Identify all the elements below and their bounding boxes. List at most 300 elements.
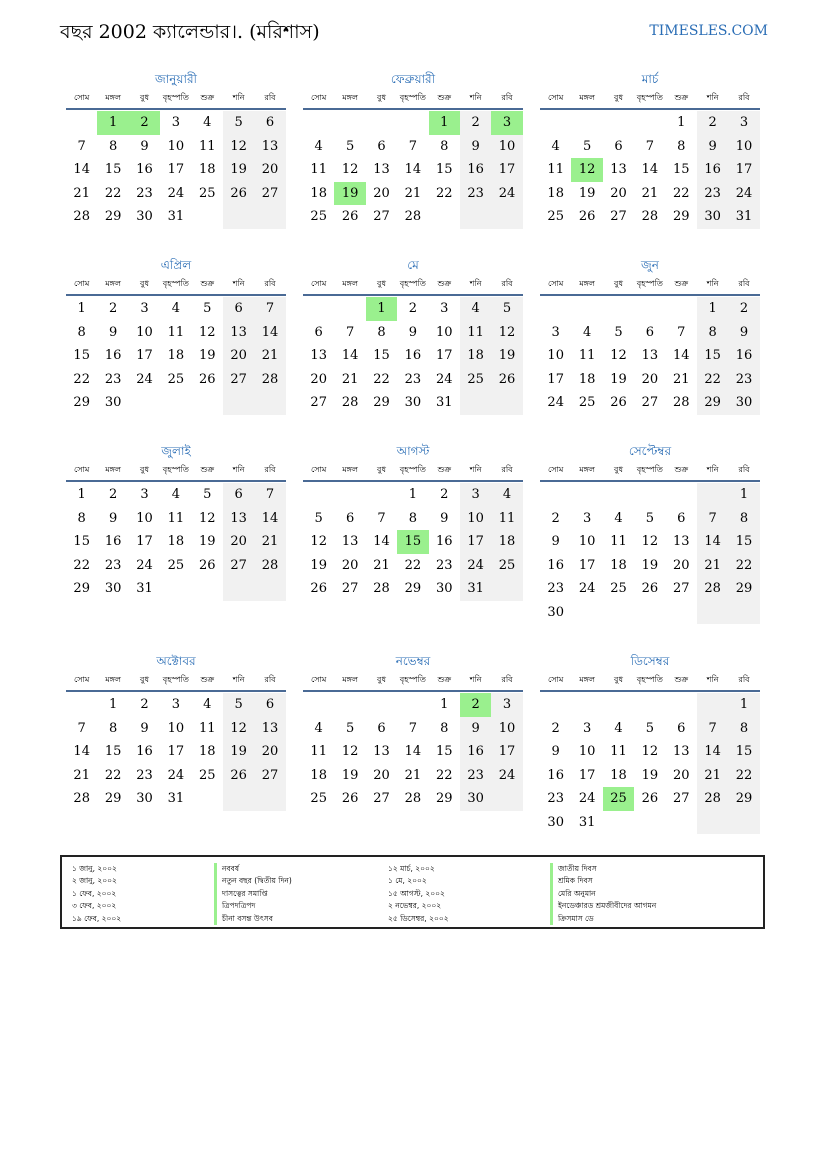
weekday-label: শনি xyxy=(706,674,719,684)
month-block xyxy=(540,256,760,415)
holiday-day-cell: 2 xyxy=(460,693,491,717)
month-name: সেপ্টেম্বর xyxy=(628,444,672,458)
holiday-name: ইনডেঞ্চারড শ্রমজীবীদের আগমন xyxy=(550,900,656,912)
empty-day-cell xyxy=(334,111,365,135)
empty-day-cell xyxy=(571,483,602,507)
week-row xyxy=(66,158,286,182)
weekday-label: সোম xyxy=(548,464,564,474)
day-cell: 20 xyxy=(254,740,285,764)
day-cell: 27 xyxy=(610,209,627,224)
week-row xyxy=(540,764,760,788)
month-name: জুন xyxy=(641,258,659,272)
weekday-header xyxy=(540,670,760,692)
month-name: ডিসেম্বর xyxy=(630,654,670,668)
week-row xyxy=(303,391,523,415)
holiday-dates-right xyxy=(388,863,449,925)
week-row xyxy=(540,554,760,578)
month-block xyxy=(303,256,523,415)
day-cell: 15 xyxy=(728,740,759,764)
day-cell: 25 xyxy=(578,395,596,410)
weekday-label: শুক্র xyxy=(437,464,452,474)
day-cell: 17 xyxy=(578,557,596,573)
day-cell: 13 xyxy=(341,534,359,549)
day-cell: 4 xyxy=(203,697,212,712)
weekday-header xyxy=(303,88,523,110)
week-row xyxy=(540,158,760,182)
holiday-date: ২ জানু, ২০০২ xyxy=(72,876,117,886)
day-cell: 7 xyxy=(645,138,654,154)
day-cell: 21 xyxy=(672,371,690,387)
week-row xyxy=(540,740,760,764)
day-cell: 23 xyxy=(697,182,728,206)
weekday-label: সোম xyxy=(74,464,90,474)
day-cell: 13 xyxy=(672,744,690,759)
weekday-header xyxy=(303,460,523,482)
day-cell: 6 xyxy=(254,111,285,135)
day-cell: 13 xyxy=(641,348,659,363)
month-block xyxy=(540,442,760,624)
day-cell: 15 xyxy=(104,744,122,759)
holiday-date: ১৫ আগস্ট, ২০০২ xyxy=(388,888,445,898)
month-name: জুলাই xyxy=(161,444,191,458)
day-cell: 27 xyxy=(254,182,285,206)
day-cell: 13 xyxy=(223,507,254,531)
month-block xyxy=(66,256,286,415)
day-cell: 29 xyxy=(73,581,90,596)
day-cell: 23 xyxy=(435,557,453,573)
day-cell: 6 xyxy=(314,324,323,340)
holiday-name: নববর্ষ xyxy=(214,863,292,875)
day-cell: 22 xyxy=(435,185,453,201)
week-row xyxy=(66,135,286,159)
day-cell: 27 xyxy=(672,791,690,806)
week-row xyxy=(66,693,286,717)
day-cell: 14 xyxy=(73,162,90,177)
empty-day-cell xyxy=(666,297,697,321)
day-cell: 21 xyxy=(73,767,90,783)
week-row xyxy=(66,344,286,368)
empty-day-cell xyxy=(397,111,428,135)
day-cell: 1 xyxy=(728,483,759,507)
day-cell: 14 xyxy=(73,744,90,759)
day-cell: 17 xyxy=(136,348,153,363)
day-cell: 6 xyxy=(614,138,623,154)
weekday-label: শনি xyxy=(706,464,719,474)
day-cell: 6 xyxy=(254,693,285,717)
weekday-label: শুক্র xyxy=(200,92,215,102)
empty-day-cell xyxy=(571,111,602,135)
day-cell: 19 xyxy=(223,158,254,182)
empty-day-cell xyxy=(491,577,522,601)
day-cell: 10 xyxy=(547,348,564,363)
day-cell: 26 xyxy=(341,791,359,806)
day-cell: 5 xyxy=(203,487,212,502)
weekday-label: শনি xyxy=(469,674,482,684)
day-cell: 23 xyxy=(104,557,122,573)
empty-day-cell xyxy=(303,693,334,717)
empty-day-cell xyxy=(254,577,285,601)
holiday-date: ১২ মার্চ, ২০০২ xyxy=(388,864,435,873)
month-block xyxy=(540,652,760,834)
empty-day-cell xyxy=(303,297,334,321)
day-cell: 10 xyxy=(728,135,759,159)
day-cell: 14 xyxy=(404,744,422,759)
weekday-label: শনি xyxy=(232,92,245,102)
weekday-label: রবি xyxy=(264,464,276,474)
day-cell: 18 xyxy=(198,162,216,177)
day-cell: 10 xyxy=(136,324,153,340)
day-cell: 24 xyxy=(136,371,153,387)
day-cell: 4 xyxy=(491,483,522,507)
day-cell: 30 xyxy=(460,787,491,811)
weekday-label: মঙ্গল xyxy=(579,464,595,474)
day-cell: 28 xyxy=(73,209,90,224)
day-cell: 24 xyxy=(578,581,596,596)
day-cell: 24 xyxy=(435,371,453,387)
day-cell: 27 xyxy=(223,368,254,392)
day-cell: 8 xyxy=(677,138,686,154)
weekday-label: বুধ xyxy=(614,92,623,102)
day-cell: 15 xyxy=(435,162,453,177)
holiday-day-cell: 25 xyxy=(603,787,634,811)
day-cell: 29 xyxy=(435,791,453,806)
weekday-label: সোম xyxy=(311,92,327,102)
day-cell: 9 xyxy=(728,321,759,345)
weekday-header xyxy=(303,670,523,692)
weekday-label: শুক্র xyxy=(674,92,689,102)
day-cell: 13 xyxy=(373,162,390,177)
day-cell: 23 xyxy=(136,767,153,783)
weekday-label: বৃহস্পতি xyxy=(399,674,426,684)
day-cell: 1 xyxy=(408,487,417,502)
week-row xyxy=(66,717,286,741)
weekday-label: সোম xyxy=(311,464,327,474)
weekday-label: মঙ্গল xyxy=(105,278,121,288)
week-row xyxy=(303,554,523,578)
day-cell: 17 xyxy=(491,740,522,764)
day-cell: 16 xyxy=(104,348,122,363)
day-cell: 17 xyxy=(167,162,185,177)
day-cell: 16 xyxy=(697,158,728,182)
weekday-header xyxy=(66,88,286,110)
month-name: আগস্ট xyxy=(396,444,430,458)
weekday-label: রবি xyxy=(738,278,750,288)
day-cell: 15 xyxy=(73,348,90,363)
day-cell: 20 xyxy=(373,185,390,201)
week-row xyxy=(540,391,760,415)
weekday-label: সোম xyxy=(548,278,564,288)
weekday-label: শুক্র xyxy=(437,278,452,288)
weekday-label: বুধ xyxy=(614,278,623,288)
holiday-date: ১ ফেব, ২০০২ xyxy=(72,888,117,898)
day-cell: 4 xyxy=(460,297,491,321)
week-row xyxy=(303,483,523,507)
day-cell: 22 xyxy=(672,185,690,201)
empty-day-cell xyxy=(697,483,728,507)
empty-day-cell xyxy=(666,601,697,625)
day-cell: 7 xyxy=(77,138,86,154)
day-cell: 31 xyxy=(167,791,185,806)
day-cell: 3 xyxy=(140,301,149,316)
day-cell: 10 xyxy=(578,744,596,759)
day-cell: 14 xyxy=(404,162,422,177)
weekday-label: বুধ xyxy=(140,674,149,684)
weekday-label: রবি xyxy=(501,92,513,102)
day-cell: 28 xyxy=(373,581,390,596)
day-cell: 22 xyxy=(728,554,759,578)
holiday-day-cell: 2 xyxy=(129,111,160,135)
site-link[interactable]: TIMESLES.COM xyxy=(649,23,768,39)
day-cell: 8 xyxy=(728,507,759,531)
week-row xyxy=(540,483,760,507)
weekday-label: বুধ xyxy=(377,278,386,288)
day-cell: 5 xyxy=(345,138,355,154)
day-cell: 22 xyxy=(104,767,122,783)
day-cell: 3 xyxy=(551,324,560,340)
day-cell: 12 xyxy=(310,534,327,549)
day-cell: 7 xyxy=(254,297,285,321)
day-cell: 12 xyxy=(341,162,359,177)
week-row xyxy=(303,205,523,229)
day-cell: 11 xyxy=(491,507,522,531)
day-cell: 15 xyxy=(73,534,90,549)
weekday-label: সোম xyxy=(311,278,327,288)
week-row xyxy=(66,205,286,229)
day-cell: 16 xyxy=(460,740,491,764)
day-cell: 27 xyxy=(310,395,327,410)
day-cell: 21 xyxy=(404,767,422,783)
empty-day-cell xyxy=(697,811,728,835)
month-name: মে xyxy=(407,258,419,272)
weekday-label: রবি xyxy=(501,278,513,288)
day-cell: 23 xyxy=(547,791,564,806)
day-cell: 26 xyxy=(578,209,596,224)
day-cell: 27 xyxy=(254,764,285,788)
empty-day-cell xyxy=(223,577,254,601)
day-cell: 12 xyxy=(198,510,216,526)
day-cell: 22 xyxy=(728,764,759,788)
weekday-label: শুক্র xyxy=(200,278,215,288)
holiday-name: জাতীয় দিবস xyxy=(550,863,656,875)
day-cell: 7 xyxy=(345,324,355,340)
day-cell: 5 xyxy=(345,720,355,736)
day-cell: 2 xyxy=(108,487,118,502)
day-cell: 24 xyxy=(578,791,596,806)
day-cell: 10 xyxy=(491,135,522,159)
day-cell: 20 xyxy=(641,371,659,387)
weekday-label: রবি xyxy=(738,92,750,102)
day-cell: 24 xyxy=(547,395,564,410)
day-cell: 8 xyxy=(377,324,386,340)
day-cell: 8 xyxy=(108,138,118,154)
empty-day-cell xyxy=(634,811,665,835)
day-cell: 20 xyxy=(672,557,690,573)
weekday-label: বৃহস্পতি xyxy=(399,278,426,288)
holiday-date: ৩ ফেব, ২০০২ xyxy=(72,901,117,911)
day-cell: 6 xyxy=(223,483,254,507)
day-cell: 5 xyxy=(223,111,254,135)
week-row xyxy=(303,344,523,368)
weekday-label: সোম xyxy=(311,674,327,684)
weekday-label: সোম xyxy=(74,674,90,684)
day-cell: 21 xyxy=(373,557,390,573)
weekday-label: মঙ্গল xyxy=(105,92,121,102)
day-cell: 22 xyxy=(73,371,90,387)
empty-day-cell xyxy=(540,693,571,717)
day-cell: 15 xyxy=(104,162,122,177)
day-cell: 29 xyxy=(728,787,759,811)
day-cell: 17 xyxy=(460,530,491,554)
day-cell: 31 xyxy=(167,209,185,224)
weekday-label: বুধ xyxy=(377,674,386,684)
day-cell: 28 xyxy=(254,368,285,392)
weekday-label: মঙ্গল xyxy=(342,674,358,684)
day-cell: 31 xyxy=(728,205,759,229)
holiday-day-cell: 1 xyxy=(97,111,128,135)
empty-day-cell xyxy=(540,111,571,135)
day-cell: 24 xyxy=(728,182,759,206)
day-cell: 31 xyxy=(578,814,596,830)
month-block xyxy=(66,70,286,229)
week-row xyxy=(66,321,286,345)
day-cell: 12 xyxy=(610,348,627,363)
day-cell: 6 xyxy=(223,297,254,321)
holiday-date: ১ জানু, ২০০২ xyxy=(72,864,117,873)
day-cell: 31 xyxy=(435,395,453,410)
week-row xyxy=(66,554,286,578)
weekday-label: বৃহস্পতি xyxy=(162,674,189,684)
day-cell: 22 xyxy=(104,185,122,201)
day-cell: 23 xyxy=(460,764,491,788)
empty-day-cell xyxy=(603,297,634,321)
day-cell: 9 xyxy=(108,324,118,340)
empty-day-cell xyxy=(634,483,665,507)
day-cell: 30 xyxy=(728,391,759,415)
empty-day-cell xyxy=(491,787,522,811)
empty-day-cell xyxy=(192,787,223,811)
empty-day-cell xyxy=(460,205,491,229)
day-cell: 5 xyxy=(223,693,254,717)
empty-day-cell xyxy=(634,111,665,135)
day-cell: 27 xyxy=(373,209,390,224)
day-cell: 19 xyxy=(610,371,627,387)
weekday-label: সোম xyxy=(548,92,564,102)
day-cell: 12 xyxy=(491,321,522,345)
empty-day-cell xyxy=(66,693,97,717)
day-cell: 4 xyxy=(203,115,212,130)
holiday-day-cell: 15 xyxy=(397,530,428,554)
empty-day-cell xyxy=(303,483,334,507)
day-cell: 16 xyxy=(547,557,564,573)
day-cell: 20 xyxy=(341,557,359,573)
day-cell: 30 xyxy=(104,581,122,596)
day-cell: 9 xyxy=(408,324,417,340)
day-cell: 20 xyxy=(223,530,254,554)
week-row xyxy=(540,693,760,717)
weekday-label: রবি xyxy=(501,464,513,474)
day-cell: 21 xyxy=(697,764,728,788)
day-cell: 1 xyxy=(728,693,759,717)
empty-day-cell xyxy=(223,391,254,415)
empty-day-cell xyxy=(192,205,223,229)
empty-day-cell xyxy=(192,577,223,601)
day-cell: 21 xyxy=(641,185,659,201)
day-cell: 3 xyxy=(728,111,759,135)
day-cell: 25 xyxy=(198,185,216,201)
month-name: নভেম্বর xyxy=(395,654,431,668)
empty-day-cell xyxy=(634,601,665,625)
weekday-label: বৃহস্পতি xyxy=(636,278,663,288)
week-row xyxy=(540,297,760,321)
day-cell: 5 xyxy=(203,301,212,316)
week-row xyxy=(303,787,523,811)
day-cell: 12 xyxy=(641,534,659,549)
holiday-date: ১৯ ফেব, ২০০২ xyxy=(72,913,122,923)
weekday-label: মঙ্গল xyxy=(105,464,121,474)
day-cell: 1 xyxy=(697,297,728,321)
day-cell: 29 xyxy=(404,581,422,596)
day-cell: 20 xyxy=(254,158,285,182)
day-cell: 4 xyxy=(314,720,323,736)
day-cell: 16 xyxy=(104,534,122,549)
weekday-label: বৃহস্পতি xyxy=(399,92,426,102)
empty-day-cell xyxy=(697,601,728,625)
day-cell: 26 xyxy=(641,791,659,806)
empty-day-cell xyxy=(603,693,634,717)
day-cell: 26 xyxy=(491,368,522,392)
day-cell: 16 xyxy=(136,744,153,759)
week-row xyxy=(66,787,286,811)
day-cell: 2 xyxy=(440,487,449,502)
weekday-label: মঙ্গল xyxy=(579,92,595,102)
day-cell: 4 xyxy=(614,510,623,526)
day-cell: 12 xyxy=(223,717,254,741)
empty-day-cell xyxy=(397,693,428,717)
month-block xyxy=(303,652,523,811)
weekday-label: রবি xyxy=(501,674,513,684)
empty-day-cell xyxy=(491,205,522,229)
day-cell: 9 xyxy=(697,135,728,159)
day-cell: 23 xyxy=(547,581,564,596)
holiday-dates-left xyxy=(72,863,121,925)
day-cell: 16 xyxy=(136,162,153,177)
weekday-label: শুক্র xyxy=(674,674,689,684)
holiday-date: ১ মে, ২০০২ xyxy=(388,876,427,886)
weekday-label: বুধ xyxy=(614,674,623,684)
day-cell: 9 xyxy=(140,720,149,736)
empty-day-cell xyxy=(160,391,191,415)
month-block xyxy=(66,652,286,811)
weekday-label: শনি xyxy=(469,278,482,288)
weekday-header xyxy=(540,274,760,296)
day-cell: 25 xyxy=(610,581,627,596)
day-cell: 6 xyxy=(345,510,355,526)
week-row xyxy=(66,182,286,206)
day-cell: 23 xyxy=(404,371,422,387)
week-row xyxy=(66,740,286,764)
day-cell: 9 xyxy=(140,138,149,154)
day-cell: 11 xyxy=(167,324,185,340)
day-cell: 10 xyxy=(491,717,522,741)
weekday-label: শনি xyxy=(706,92,719,102)
week-row xyxy=(540,321,760,345)
weekday-label: শুক্র xyxy=(437,674,452,684)
weekday-label: রবি xyxy=(264,92,276,102)
weekday-label: শনি xyxy=(232,674,245,684)
weekday-label: বৃহস্পতি xyxy=(636,464,663,474)
week-row xyxy=(540,811,760,835)
day-cell: 16 xyxy=(460,158,491,182)
